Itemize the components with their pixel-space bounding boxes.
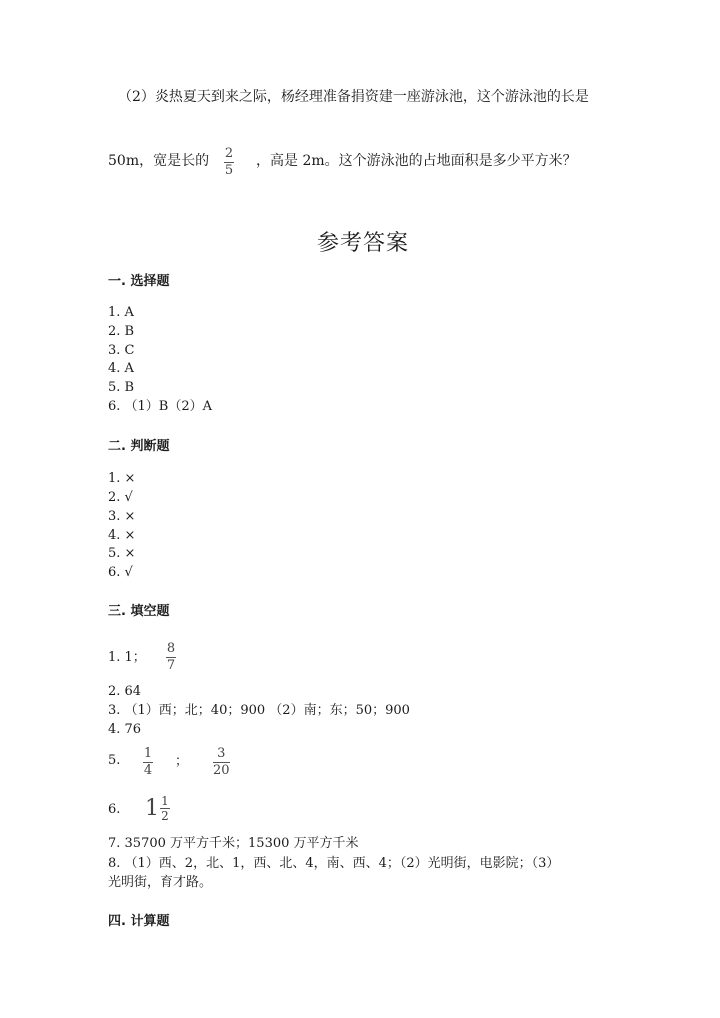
problem-line-2-end: ，高是 2m。这个游泳池的占地面积是多少平方米？ bbox=[256, 153, 577, 169]
judge-answer-3: 3. × bbox=[108, 509, 136, 524]
problem-fraction bbox=[224, 147, 234, 178]
fraction-numerator: 3 bbox=[217, 746, 226, 761]
section-heading-choice: 一. 选择题 bbox=[108, 274, 170, 289]
judge-answer-4: 4. × bbox=[108, 528, 136, 543]
fraction-denominator: 2 bbox=[161, 809, 169, 823]
fill-answer-1-fraction bbox=[166, 642, 176, 673]
fraction-numerator: 1 bbox=[161, 794, 169, 808]
fill-answer-2: 2. 64 bbox=[108, 684, 142, 699]
fraction-numerator: 2 bbox=[224, 146, 234, 161]
answer-title: 参考答案 bbox=[317, 231, 410, 256]
fraction-denominator: 20 bbox=[213, 763, 230, 778]
judge-answer-6: 6. √ bbox=[108, 565, 133, 580]
fill-answer-8-line-2: 光明街，育才路。 bbox=[108, 875, 213, 890]
section-heading-judge: 二. 判断题 bbox=[108, 439, 170, 454]
fill-answer-5-prefix: 5. bbox=[108, 753, 121, 768]
problem-line-2-start: 50m，宽是长的 bbox=[108, 153, 210, 169]
fill-answer-3: 3. （1）西；北；40；900 （2）南；东；50；900 bbox=[108, 703, 410, 718]
fraction-denominator: 7 bbox=[166, 658, 176, 673]
fill-answer-5-separator: ； bbox=[175, 754, 189, 769]
choice-answer-4: 4. A bbox=[108, 361, 134, 376]
fill-answer-1-prefix: 1. 1； bbox=[108, 650, 146, 665]
problem-line-1: （2）炎热夏天到来之际，杨经理准备捐资建一座游泳池，这个游泳池的长是 bbox=[118, 89, 589, 105]
section-heading-calc: 四. 计算题 bbox=[108, 914, 170, 929]
judge-answer-2: 2. √ bbox=[108, 490, 133, 505]
fill-answer-4: 4. 76 bbox=[108, 722, 142, 737]
judge-answer-1: 1. × bbox=[108, 471, 136, 486]
fill-answer-5-fraction-2 bbox=[213, 747, 230, 778]
choice-answer-2: 2. B bbox=[108, 324, 135, 339]
section-heading-fill: 三. 填空题 bbox=[108, 604, 170, 619]
fill-answer-5-fraction-1 bbox=[143, 747, 153, 778]
fraction-denominator: 5 bbox=[224, 163, 234, 178]
choice-answer-1: 1. A bbox=[108, 305, 134, 320]
fraction-denominator: 4 bbox=[143, 763, 153, 778]
fill-answer-8-line-1: 8. （1）西、2，北、1，西、北、4，南、西、4；（2）光明街，电影院；（3） bbox=[108, 856, 560, 871]
judge-answer-5: 5. × bbox=[108, 546, 136, 561]
fill-answer-6-prefix: 6. bbox=[108, 802, 121, 817]
mixed-whole: 1 bbox=[145, 795, 159, 821]
fraction-numerator: 8 bbox=[166, 641, 176, 656]
mixed-fraction bbox=[160, 795, 170, 822]
choice-answer-5: 5. B bbox=[108, 380, 135, 395]
fill-answer-6-mixed-number bbox=[145, 795, 170, 822]
fill-answer-7: 7. 35700 万平方千米；15300 万平方千米 bbox=[108, 836, 359, 851]
choice-answer-6: 6. （1）B（2）A bbox=[108, 399, 213, 414]
choice-answer-3: 3. C bbox=[108, 343, 135, 358]
fraction-numerator: 1 bbox=[143, 746, 153, 761]
